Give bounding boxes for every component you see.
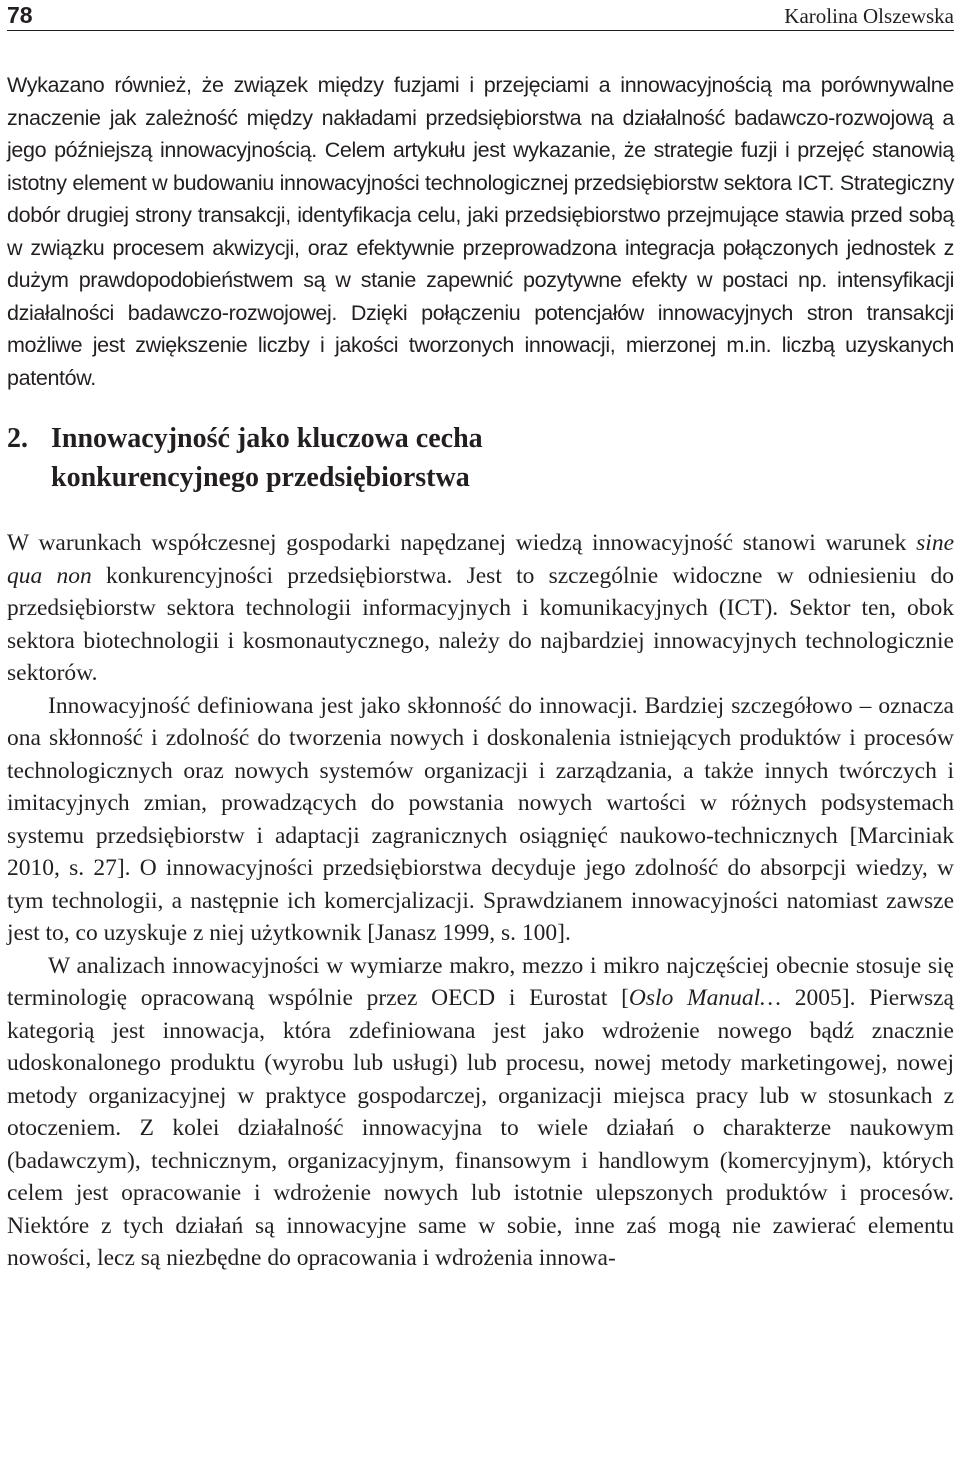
paragraph-text: 2005]. Pierwszą kategorią jest innowacja, która zdefiniowana jest jako wdrożenie nowego bądź znacznie udoskonalonego produktu (wyrobu lub usługi) lub procesu, nowej metody marketingowej, nowej metody organizacyjnej w praktyce gospodarczej, organizacji miejsca pracy lub w stosunkach z otoczeniem. Z kolei działalność innowacyjna to wiele działań o charakterze naukowym (badawczym), technicznym, organizacyjnym, finansowym i handlowym (komercyjnym), których celem jest opracowanie i wdrożenie nowych lub istotnie ulepszonych produktów i procesów. Niektóre z tych działań są innowacyjne same w sobie, inne zaś mogą nie zawierać elementu nowości, lecz są niezbędne do opracowania i wdrożenia innowa- [7,985,954,1271]
intro-paragraph: Wykazano również, że związek między fuzjami i przejęciami a innowacyjnością ma porównywalne znaczenie jak zależność między nakładami przedsiębiorstwa na działalność badawczo-rozwojową a jego późniejszą innowacyjnością. Celem artykułu jest wykazanie, że strategie fuzji i przejęć stanowią istotny element w budowaniu innowacyjności technologicznej przedsiębiorstw sektora ICT. Strategiczny dobór drugiej strony transakcji, identyfikacja celu, jaki przedsiębiorstwo przejmujące stawia przed sobą w związku procesem akwizycji, oraz efektywnie przeprowadzona integracja połączonych jednostek z dużym prawdopodobieństwem są w stanie zapewnić pozytywne efekty w postaci np. intensyfikacji działalności badawczo-rozwojowej. Dzięki połączeniu potencjałów innowacyjnych stron transakcji możliwe jest zwiększenie liczby i jakości tworzonych innowacji, mierzonej m.in. liczbą uzyskanych patentów. [7,73,954,390]
body-paragraph-2: Innowacyjność definiowana jest jako skłonność do innowacji. Bardziej szczegółowo – oznacza ona skłonność i zdolność do tworzenia nowych i doskonalenia istniejących produktów i procesów technologicznych oraz nowych systemów organizacji i zarządzania, a także innych twórczych i imitacyjnych zmian, prowadzących do powstania nowych wartości w różnych podsystemach systemu przedsiębiorstw i adaptacji zagranicznych osiągnięć naukowo-technicznych [Marciniak 2010, s. 27]. O innowacyjności przedsiębiorstwa decyduje jego zdolność do absorpcji wiedzy, w tym technologii, a następnie ich komercjalizacji. Sprawdzianem innowacyjności natomiast zawsze jest to, co uzyskuje z niej użytkownik [Janasz 1999, s. 100]. [7,692,954,946]
body-paragraph-1 [7,527,954,690]
section-heading [7,419,954,497]
section-title: Innowacyjność jako kluczowa cecha konkurencyjnego przedsiębiorstwa [51,423,483,493]
paragraph-text: W analizach innowacyjności w wymiarze makro, mezzo i mikro najczęściej obecnie stosuje się terminologię opracowaną wspólnie przez OECD i Eurostat [ [7,952,954,1011]
cited-title: Oslo Manual… [628,985,782,1011]
body-paragraph-3 [7,950,954,1275]
section-number: 2. [7,423,28,454]
paragraph-text: konkurencyjności przedsiębiorstwa. Jest to szczególnie widoczne w odniesieniu do przedsiębiorstw sektora technologii informacyjnych i komunikacyjnych (ICT). Sektor ten, obok sektora biotechnologii i kosmonautycznego, należy do najbardziej innowacyjnych technologicznie sektorów. [7,562,954,686]
running-author: Karolina Olszewska [784,4,954,28]
page-number: 78 [7,2,33,28]
paragraph-text: W warunkach współczesnej gospodarki napędzanej wiedzą innowacyjność stanowi warunek [7,530,917,556]
latin-phrase: sine qua non [7,530,954,589]
running-header [7,0,954,31]
